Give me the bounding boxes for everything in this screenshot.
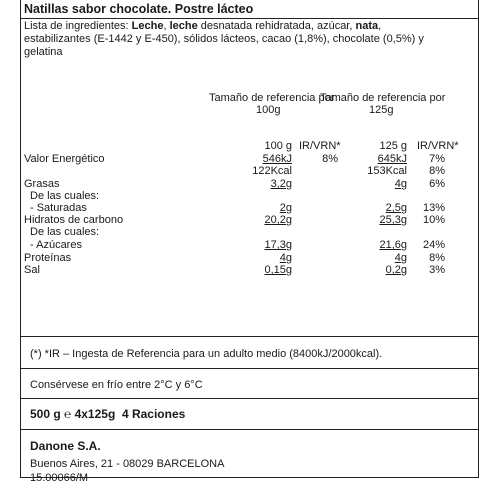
storage-instructions: Consérvese en frío entre 2°C y 6°C [30, 379, 203, 391]
row-value-100: 546kJ [262, 153, 292, 165]
divider [20, 429, 479, 430]
row-value-100: 17,3g [264, 239, 292, 251]
row-value-125: 0,2g [385, 264, 407, 276]
divider [20, 336, 479, 337]
row-ir-125: 13% [422, 202, 445, 214]
row-ir-125: 10% [422, 214, 445, 226]
row-label: Sal [24, 264, 40, 276]
row-ir-125: 3% [429, 264, 445, 276]
footnote: (*) *IR – Ingesta de Referencia para un adulto medio (8400kJ/2000kcal). [30, 348, 383, 360]
company-address: Buenos Aires, 21 - 08029 BARCELONA [30, 458, 225, 470]
ingredients-line-3: gelatina [24, 46, 63, 58]
product-title: Natillas sabor chocolate. Postre lácteo [24, 2, 254, 16]
row-label: Proteínas [24, 252, 72, 264]
reference-header-125-size: 125g [369, 104, 394, 116]
row-ir-125: 24% [422, 239, 445, 251]
divider [20, 368, 479, 369]
ingredients-line-2: estabilizantes (E-1442 y E-450), sólidos lácteos, cacao (1,8%), chocolate (0,5%) y [24, 33, 424, 45]
row-ir-100: 8% [322, 153, 338, 165]
row-label: Hidratos de carbono [24, 214, 124, 226]
reference-header-100: Tamaño de referencia por [209, 92, 335, 104]
company-registry: 15.00066/M [30, 472, 89, 484]
row-ir-125: 8% [429, 165, 445, 177]
row-label: Valor Energético [24, 153, 105, 165]
divider [20, 18, 479, 19]
row-value-100: 0,15g [264, 264, 292, 276]
row-value-125: 4g [394, 178, 407, 190]
divider [20, 398, 479, 399]
row-label: - Saturadas [30, 202, 87, 214]
column-header-100g: 100 g [264, 140, 292, 152]
e-mark-icon: ℮ [64, 407, 72, 421]
row-value-125: 645kJ [377, 153, 407, 165]
column-header-125g: 125 g [379, 140, 407, 152]
net-quantity: 500 g ℮ 4x125g 4 Raciones [30, 407, 186, 421]
column-header-ir-125: IR/VRN* [417, 140, 459, 152]
row-label: De las cuales: [30, 226, 100, 238]
company-name: Danone S.A. [30, 439, 101, 453]
row-value-100: 2g [279, 202, 292, 214]
reference-header-125: Tamaño de referencia por [320, 92, 446, 104]
row-value-125: 2,5g [385, 202, 407, 214]
row-ir-125: 8% [429, 252, 445, 264]
ingredients-line-1: Lista de ingredientes: Leche, leche desnatada rehidratada, azúcar, nata, [24, 20, 382, 32]
reference-header-100-size: 100g [256, 104, 281, 116]
row-value-125: 25,3g [379, 214, 407, 226]
row-value-100: 4g [279, 252, 292, 264]
row-value-125: 4g [394, 252, 407, 264]
row-ir-125: 6% [429, 178, 445, 190]
row-value-100: 122Kcal [252, 165, 292, 177]
row-label: De las cuales: [30, 190, 100, 202]
row-value-125: 21,6g [379, 239, 407, 251]
row-label: Grasas [24, 178, 60, 190]
row-value-125: 153Kcal [367, 165, 407, 177]
row-value-100: 3,2g [270, 178, 292, 190]
row-value-100: 20,2g [264, 214, 292, 226]
row-ir-125: 7% [429, 153, 445, 165]
row-label: - Azúcares [30, 239, 82, 251]
column-header-ir-100: IR/VRN* [299, 140, 341, 152]
